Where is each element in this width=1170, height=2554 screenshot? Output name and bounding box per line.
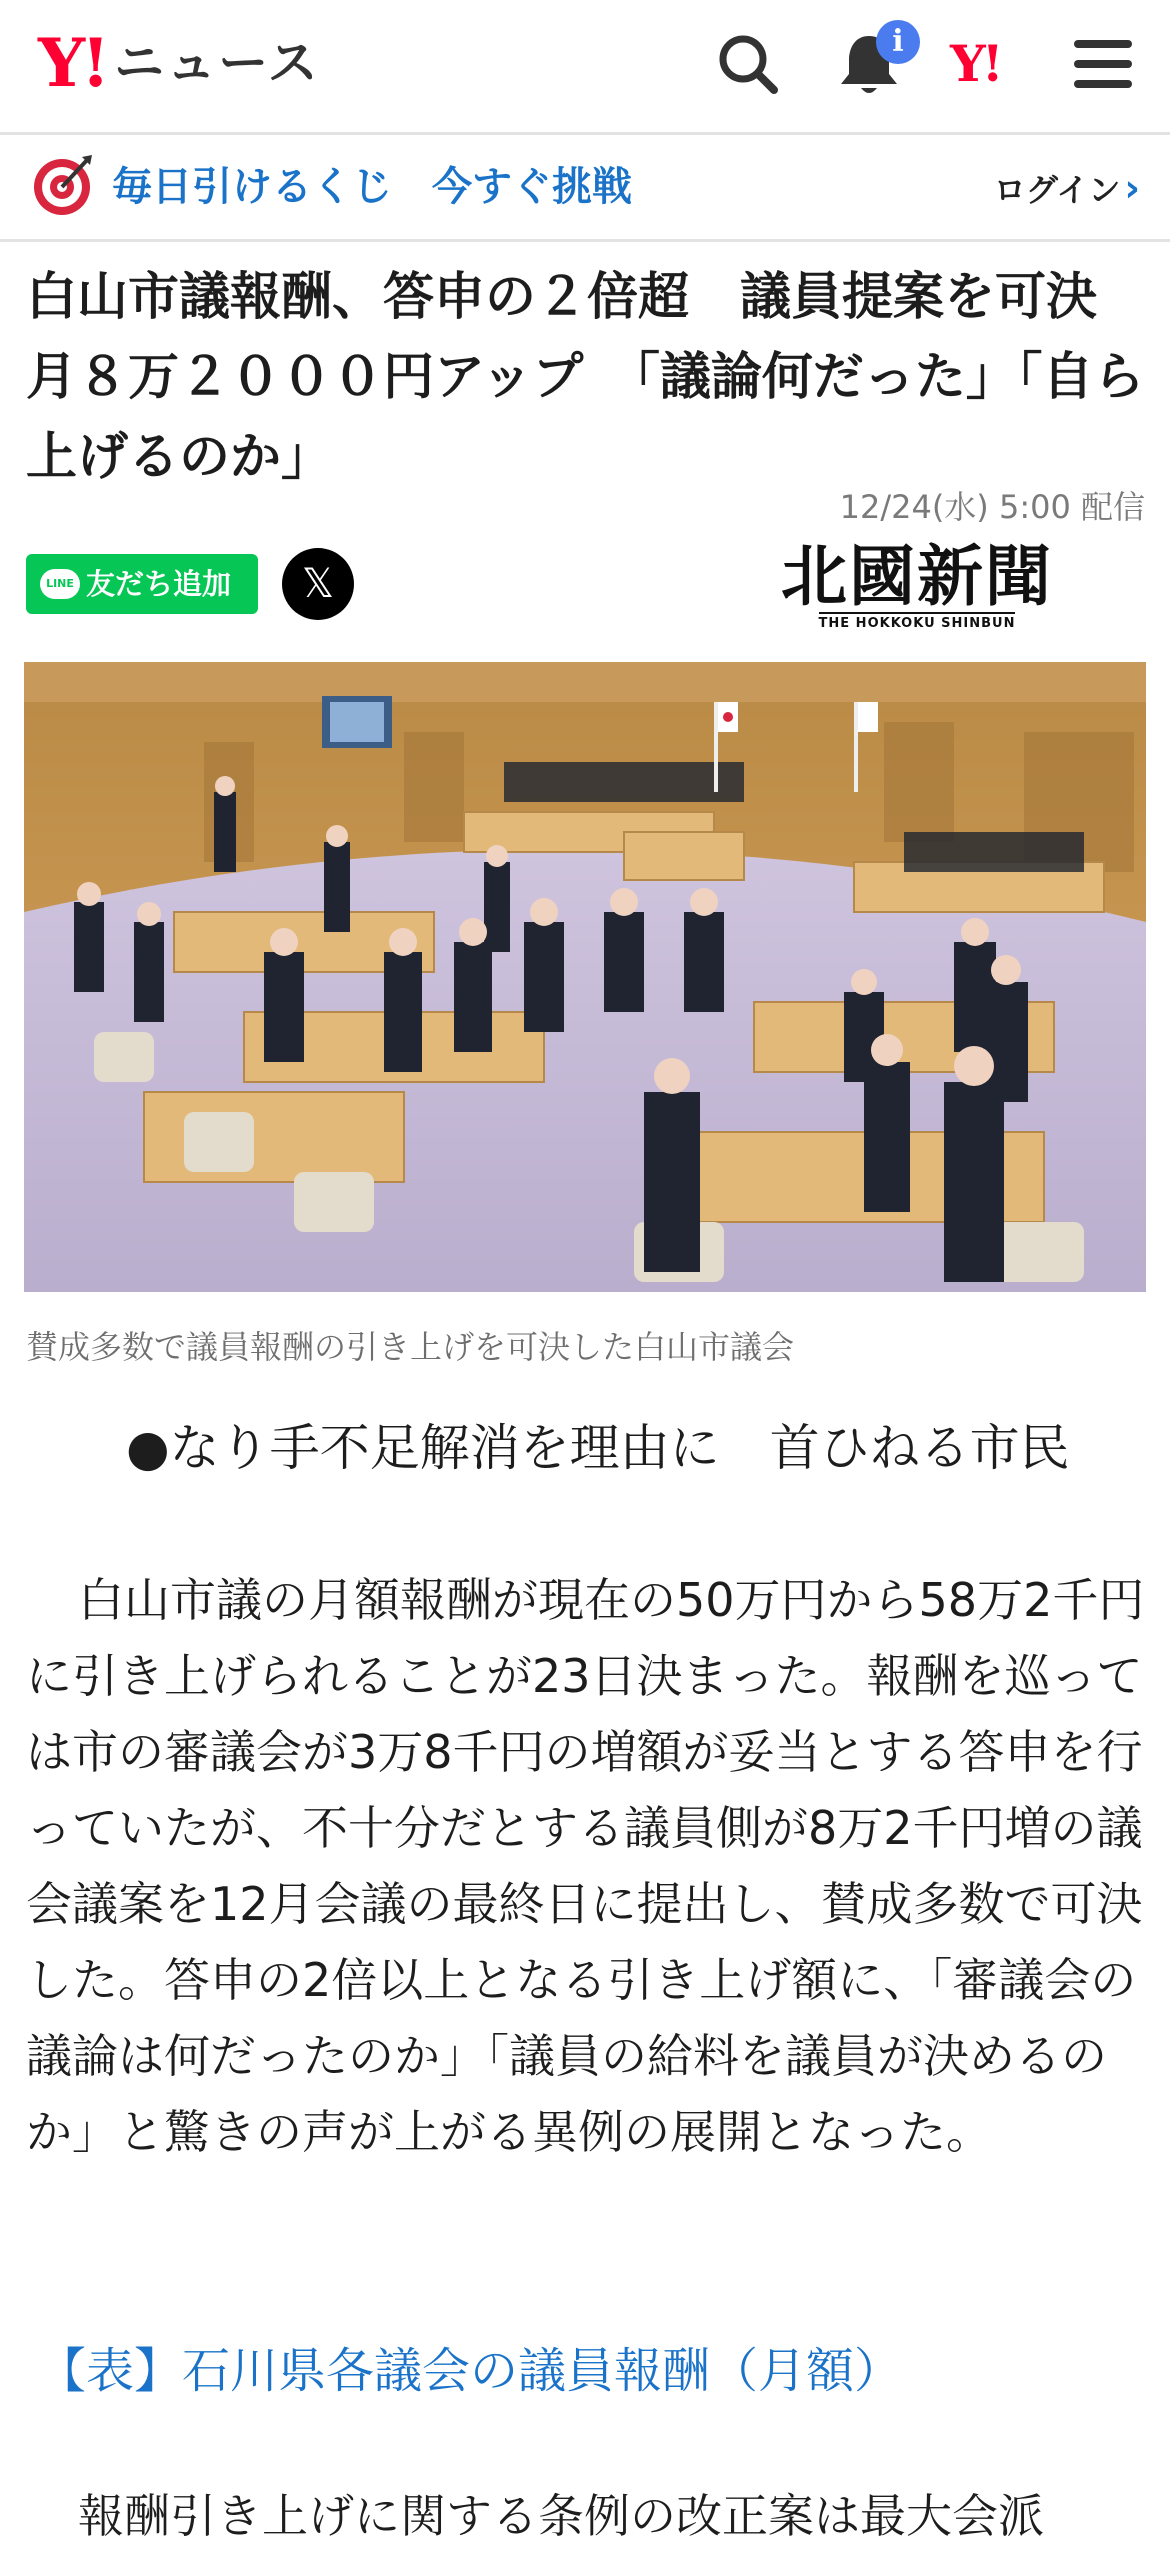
hamburger-menu-icon[interactable]: [1068, 28, 1140, 100]
x-share-button[interactable]: 𝕏: [282, 548, 354, 620]
article-title: 白山市議報酬、答申の２倍超 議員提案を可決 月８万２０００円アップ 「議論何だった」「自ら上げるのか」: [26, 268, 1149, 487]
line-add-friend-button[interactable]: [26, 554, 258, 614]
line-add-friend-label: 友だち追加: [86, 567, 232, 601]
login-link[interactable]: [994, 163, 1140, 215]
publisher-subtitle: THE HOKKOKU SHINBUN: [819, 612, 1016, 631]
line-icon: LINE: [40, 569, 80, 599]
search-icon[interactable]: [712, 28, 784, 100]
yahoo-japan-icon[interactable]: Y!: [950, 34, 1000, 93]
related-table-link[interactable]: 【表】石川県各議会の議員報酬（月額）: [38, 2343, 903, 2399]
article-paragraph-2: 報酬引き上げに関する条例の改正案は最大会派: [78, 2489, 1044, 2543]
article-paragraph: 白山市議の月額報酬が現在の50万円から58万2千円に引き上げられることが23日決まった。報酬を巡っては市の審議会が3万8千円の増額が妥当とする答申を行っていたが、不十分だとする議員側が8万2千円増の議会議案を12月会議の最終日に提出し、賛成多数で可決した。答申の2倍以上となる引き上げ額に、「審議会の議論は何だったのか」「議員の給料を議員が決めるのか」と驚きの声が上がる異例の展開となった。: [26, 1573, 1145, 2159]
target-icon: [30, 153, 94, 217]
news-logo-text: ニュース: [114, 34, 320, 92]
article-subheading: ●なり手不足解消を理由に 首ひねる市民: [126, 1419, 1070, 1477]
lottery-promo-link[interactable]: 毎日引けるくじ 今すぐ挑戦: [112, 164, 632, 210]
promo-bar: [0, 135, 1170, 242]
yahoo-logo-mark: Y!: [38, 24, 107, 102]
publish-date: 12/24(水) 5:00 配信: [839, 488, 1145, 526]
article-photo[interactable]: [24, 662, 1146, 1292]
publisher-logo[interactable]: [722, 537, 1112, 636]
login-label: ログイン: [993, 171, 1121, 209]
publisher-name: 北國新聞: [781, 537, 1053, 615]
app-header: [0, 0, 1170, 135]
chevron-right-icon: ›: [1124, 166, 1140, 210]
photo-caption: 賛成多数で議員報酬の引き上げを可決した白山市議会: [26, 1328, 795, 1366]
notification-badge: i: [876, 20, 920, 64]
yahoo-news-logo[interactable]: [38, 24, 320, 102]
